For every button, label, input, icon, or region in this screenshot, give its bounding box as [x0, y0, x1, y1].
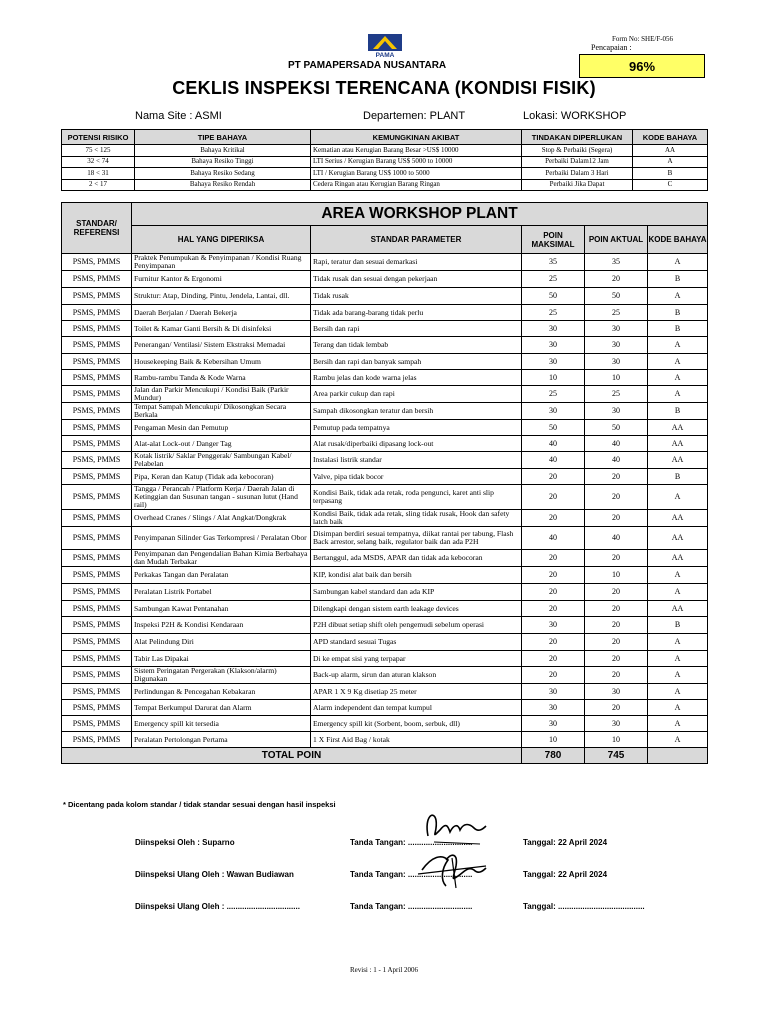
lokasi: Lokasi: WORKSHOP [523, 110, 627, 122]
inspection-poin-aktual: 30 [585, 403, 648, 420]
inspection-poin-aktual: 10 [585, 567, 648, 584]
inspection-item: Perlindungan & Pencegahan Kebakaran [132, 684, 311, 700]
signature-line-2: Tanda Tangan: ............................. [350, 870, 473, 879]
nama-site: Nama Site : ASMI [135, 110, 222, 122]
inspection-item: Alat-alat Lock-out / Danger Tag [132, 436, 311, 452]
inspection-kode-bahaya: A [648, 684, 708, 700]
inspection-poin-maksimal: 20 [522, 667, 585, 684]
inspection-item: Jalan dan Parkir Mencukupi / Kondisi Baik (Parkir Mundur) [132, 386, 311, 403]
inspection-kode-bahaya: A [648, 288, 708, 305]
inspection-item: Pengaman Mesin dan Pemutup [132, 420, 311, 436]
inspection-item: Housekeeping Baik & Kebersihan Umum [132, 354, 311, 370]
risk-akibat: LTI Serius / Kerugian Barang US$ 5000 to 10000 [311, 156, 522, 168]
inspection-kode-bahaya: B [648, 403, 708, 420]
inspection-poin-aktual: 40 [585, 452, 648, 469]
inspection-poin-maksimal: 20 [522, 469, 585, 485]
inspection-ref: PSMS, PMMS [62, 354, 132, 370]
inspection-item: Peralatan Pertolongan Pertama [132, 732, 311, 748]
inspection-kode-bahaya: A [648, 370, 708, 386]
inspection-item: Alat Pelindung Diri [132, 634, 311, 651]
inspection-row [62, 271, 708, 288]
inspection-parameter: 1 X First Aid Bag / kotak [311, 732, 522, 748]
risk-akibat: Cedera Ringan atau Kerugian Barang Ringan [311, 179, 522, 191]
inspection-poin-aktual: 20 [585, 510, 648, 527]
inspection-poin-maksimal: 20 [522, 634, 585, 651]
inspection-row [62, 527, 708, 550]
inspection-kode-bahaya: A [648, 254, 708, 271]
inspection-poin-maksimal: 50 [522, 288, 585, 305]
inspection-ref: PSMS, PMMS [62, 386, 132, 403]
inspection-ref: PSMS, PMMS [62, 667, 132, 684]
risk-tipe: Bahaya Kritikal [135, 145, 311, 157]
inspection-parameter: Di ke empat sisi yang terpapar [311, 651, 522, 667]
inspection-parameter: APD standard sesuai Tugas [311, 634, 522, 651]
inspection-kode-bahaya: A [648, 584, 708, 601]
inspection-item: Tabir Las Dipakai [132, 651, 311, 667]
inspection-poin-aktual: 20 [585, 584, 648, 601]
inspection-poin-maksimal: 40 [522, 452, 585, 469]
inspection-poin-maksimal: 40 [522, 436, 585, 452]
inspection-poin-maksimal: 30 [522, 321, 585, 337]
document-title: CEKLIS INSPEKSI TERENCANA (KONDISI FISIK) [172, 78, 596, 98]
inspection-poin-aktual: 20 [585, 634, 648, 651]
risk-row [62, 156, 708, 168]
inspection-item: Overhead Cranes / Slings / Alat Angkat/Dongkrak [132, 510, 311, 527]
inspection-kode-bahaya: B [648, 271, 708, 288]
risk-header-tipe: TIPE BAHAYA [135, 130, 311, 145]
inspection-table [61, 202, 708, 764]
area-title: AREA WORKSHOP PLANT [132, 203, 708, 226]
total-poin-maksimal: 780 [522, 748, 585, 764]
inspector-2: Diinspeksi Ulang Oleh : Wawan Budiawan [135, 870, 294, 879]
inspection-poin-maksimal: 30 [522, 354, 585, 370]
inspection-row [62, 288, 708, 305]
risk-tipe: Bahaya Resiko Rendah [135, 179, 311, 191]
inspection-item: Tempat Sampah Mencukupi/ Dikosongkan Secara Berkala [132, 403, 311, 420]
inspection-item: Inspeksi P2H & Kondisi Kendaraan [132, 617, 311, 634]
pama-logo [368, 34, 402, 58]
inspection-poin-maksimal: 20 [522, 550, 585, 567]
inspection-parameter: Bersih dan rapi dan banyak sampah [311, 354, 522, 370]
inspection-row [62, 469, 708, 485]
inspection-poin-maksimal: 25 [522, 386, 585, 403]
pencapaian-label: Pencapaian : [591, 43, 632, 52]
inspection-kode-bahaya: AA [648, 550, 708, 567]
inspection-poin-aktual: 20 [585, 271, 648, 288]
inspection-poin-aktual: 30 [585, 321, 648, 337]
inspection-parameter: Rambu jelas dan kode warna jelas [311, 370, 522, 386]
signature-suparno [420, 806, 490, 850]
total-label: TOTAL POIN [62, 748, 522, 764]
inspection-parameter: Terang dan tidak lembab [311, 337, 522, 354]
risk-akibat: Kematian atau Kerugian Barang Besar >US$ 10000 [311, 145, 522, 157]
inspection-kode-bahaya: AA [648, 510, 708, 527]
inspection-parameter: Emergency spill kit (Sorbent, boom, serbuk, dll) [311, 716, 522, 732]
inspection-parameter: Pemutup pada tempatnya [311, 420, 522, 436]
inspection-kode-bahaya: A [648, 700, 708, 716]
inspection-poin-aktual: 25 [585, 386, 648, 403]
inspection-item: Tangga / Perancah / Platform Kerja / Daerah Jalan di Ketinggian dan Susunan tangan - susunan lutut (Hand rail) [132, 485, 311, 510]
inspection-ref: PSMS, PMMS [62, 254, 132, 271]
inspection-ref: PSMS, PMMS [62, 567, 132, 584]
inspection-parameter: Area parkir cukup dan rapi [311, 386, 522, 403]
inspection-poin-maksimal: 20 [522, 651, 585, 667]
inspection-row [62, 684, 708, 700]
inspection-item: Penyimpanan Silinder Gas Terkompresi / Peralatan Obor [132, 527, 311, 550]
signature-wawan [412, 846, 492, 892]
risk-potensi: 32 < 74 [62, 156, 135, 168]
inspection-ref: PSMS, PMMS [62, 321, 132, 337]
inspector-3: Diinspeksi Ulang Oleh : ................................. [135, 902, 300, 911]
inspection-item: Penyimpanan dan Pengendalian Bahan Kimia Berbahaya dan Mudah Terbakar [132, 550, 311, 567]
risk-row [62, 145, 708, 157]
inspection-ref: PSMS, PMMS [62, 527, 132, 550]
form-number: Form No: SHE/F-056 [612, 35, 674, 43]
inspection-ref: PSMS, PMMS [62, 337, 132, 354]
inspection-item: Praktek Penumpukan & Penyimpanan / Kondisi Ruang Penyimpanan [132, 254, 311, 271]
inspection-row [62, 584, 708, 601]
inspection-parameter: Sampah dikosongkan teratur dan bersih [311, 403, 522, 420]
inspection-item: Furnitur Kantor & Ergonomi [132, 271, 311, 288]
date-3: Tanggal: ....................................... [523, 902, 645, 911]
inspector-1: Diinspeksi Oleh : Suparno [135, 838, 235, 847]
total-poin-aktual: 745 [585, 748, 648, 764]
risk-potensi: 18 < 31 [62, 168, 135, 180]
footnote: * Dicentang pada kolom standar / tidak standar sesuai dengan hasil inspeksi [63, 800, 336, 809]
inspection-row [62, 370, 708, 386]
inspection-item: Daerah Berjalan / Daerah Bekerja [132, 305, 311, 321]
inspection-kode-bahaya: AA [648, 436, 708, 452]
risk-kode: AA [633, 145, 708, 157]
inspection-kode-bahaya: A [648, 485, 708, 510]
inspection-poin-maksimal: 35 [522, 254, 585, 271]
inspection-poin-maksimal: 20 [522, 485, 585, 510]
inspection-parameter: Dilengkapi dengan sistem earth leakage devices [311, 601, 522, 617]
inspection-poin-aktual: 30 [585, 684, 648, 700]
departemen: Departemen: PLANT [363, 110, 466, 122]
inspection-poin-maksimal: 20 [522, 567, 585, 584]
inspection-item: Emergency spill kit tersedia [132, 716, 311, 732]
inspection-kode-bahaya: AA [648, 601, 708, 617]
inspection-poin-aktual: 40 [585, 527, 648, 550]
inspection-kode-bahaya: B [648, 469, 708, 485]
signature-line-1: Tanda Tangan: ............................. [350, 838, 473, 847]
inspection-poin-maksimal: 50 [522, 420, 585, 436]
inspection-ref: PSMS, PMMS [62, 485, 132, 510]
inspection-kode-bahaya: AA [648, 420, 708, 436]
inspection-parameter: Back-up alarm, sirun dan aturan klakson [311, 667, 522, 684]
risk-legend-table [61, 129, 708, 191]
inspection-parameter: P2H dibuat setiap shift oleh pengemudi sebelum operasi [311, 617, 522, 634]
inspection-kode-bahaya: A [648, 667, 708, 684]
inspection-kode-bahaya: AA [648, 452, 708, 469]
inspection-poin-maksimal: 30 [522, 700, 585, 716]
inspection-row [62, 716, 708, 732]
inspection-poin-aktual: 30 [585, 354, 648, 370]
date-2: Tanggal: 22 April 2024 [523, 870, 608, 879]
inspection-ref: PSMS, PMMS [62, 370, 132, 386]
inspection-poin-aktual: 20 [585, 617, 648, 634]
inspection-item: Peralatan Listrik Portabel [132, 584, 311, 601]
inspection-row [62, 732, 708, 748]
inspection-parameter: Kondisi Baik, tidak ada retak, roda pengunci, karet anti slip terpasang [311, 485, 522, 510]
inspection-parameter: Alarm independent dan tempat kumpul [311, 700, 522, 716]
inspection-row [62, 601, 708, 617]
risk-potensi: 2 < 17 [62, 179, 135, 191]
inspection-parameter: Rapi, teratur dan sesuai demarkasi [311, 254, 522, 271]
risk-header-kode: KODE BAHAYA [633, 130, 708, 145]
inspection-poin-maksimal: 30 [522, 337, 585, 354]
inspection-row [62, 386, 708, 403]
pencapaian-value: 96% [579, 54, 705, 78]
inspection-parameter: Sambungan kabel standard dan ada KIP [311, 584, 522, 601]
inspection-poin-maksimal: 25 [522, 271, 585, 288]
inspection-ref: PSMS, PMMS [62, 288, 132, 305]
inspection-kode-bahaya: A [648, 354, 708, 370]
col-poin-aktual: POIN AKTUAL [585, 226, 648, 254]
risk-kode: A [633, 156, 708, 168]
risk-header-tindakan: TINDAKAN DIPERLUKAN [522, 130, 633, 145]
inspection-poin-aktual: 40 [585, 436, 648, 452]
inspection-ref: PSMS, PMMS [62, 634, 132, 651]
inspection-kode-bahaya: A [648, 567, 708, 584]
inspection-kode-bahaya: A [648, 386, 708, 403]
inspection-poin-aktual: 20 [585, 601, 648, 617]
inspection-item: Pipa, Keran dan Katup (Tidak ada kebocoran) [132, 469, 311, 485]
inspection-ref: PSMS, PMMS [62, 601, 132, 617]
risk-row [62, 179, 708, 191]
inspection-parameter: Instalasi listrik standar [311, 452, 522, 469]
risk-tindakan: Perbaiki Jika Dapat [522, 179, 633, 191]
inspection-item: Toilet & Kamar Ganti Bersih & Di disinfeksi [132, 321, 311, 337]
inspection-kode-bahaya: B [648, 305, 708, 321]
risk-tindakan: Stop & Perbaiki (Segera) [522, 145, 633, 157]
risk-header-akibat: KEMUNGKINAN AKIBAT [311, 130, 522, 145]
inspection-kode-bahaya: A [648, 651, 708, 667]
inspection-item: Struktur: Atap, Dinding, Pintu, Jendela, Lantai, dll. [132, 288, 311, 305]
inspection-poin-aktual: 20 [585, 651, 648, 667]
date-1: Tanggal: 22 April 2024 [523, 838, 608, 847]
risk-tipe: Bahaya Resiko Sedang [135, 168, 311, 180]
inspection-row [62, 550, 708, 567]
inspection-poin-aktual: 50 [585, 288, 648, 305]
inspection-ref: PSMS, PMMS [62, 732, 132, 748]
inspection-poin-maksimal: 30 [522, 684, 585, 700]
inspection-row [62, 485, 708, 510]
inspection-parameter: Tidak rusak dan sesuai dengan pekerjaan [311, 271, 522, 288]
inspection-ref: PSMS, PMMS [62, 550, 132, 567]
inspection-item: Kotak listrik/ Saklar Penggerak/ Sambungan Kabel/ Pelabelan [132, 452, 311, 469]
inspection-ref: PSMS, PMMS [62, 584, 132, 601]
risk-tindakan: Perbaiki Dalam 3 Hari [522, 168, 633, 180]
risk-kode: C [633, 179, 708, 191]
inspection-poin-maksimal: 20 [522, 510, 585, 527]
col-hal-diperiksa: HAL YANG DIPERIKSA [132, 226, 311, 254]
inspection-parameter: Disimpan berdiri sesuai tempatnya, diikat rantai per tabung, Flash Back arrestor, selang baik, regulator baik dan ada P2H [311, 527, 522, 550]
inspection-poin-aktual: 30 [585, 337, 648, 354]
inspection-poin-maksimal: 40 [522, 527, 585, 550]
col-kode-bahaya: KODE BAHAYA [648, 226, 708, 254]
inspection-row [62, 510, 708, 527]
inspection-item: Perkakas Tangan dan Peralatan [132, 567, 311, 584]
inspection-parameter: Kondisi Baik, tidak ada retak, sling tidak rusak, Hook dan safety latch baik [311, 510, 522, 527]
inspection-parameter: Bertanggul, ada MSDS, APAR dan tidak ada kebocoran [311, 550, 522, 567]
inspection-ref: PSMS, PMMS [62, 436, 132, 452]
inspection-ref: PSMS, PMMS [62, 617, 132, 634]
inspection-poin-maksimal: 25 [522, 305, 585, 321]
col-poin-maksimal: POIN MAKSIMAL [522, 226, 585, 254]
inspection-kode-bahaya: A [648, 716, 708, 732]
inspection-poin-aktual: 35 [585, 254, 648, 271]
inspection-poin-aktual: 25 [585, 305, 648, 321]
inspection-item: Rambu-rambu Tanda & Kode Warna [132, 370, 311, 386]
inspection-ref: PSMS, PMMS [62, 700, 132, 716]
inspection-poin-aktual: 10 [585, 732, 648, 748]
inspection-ref: PSMS, PMMS [62, 510, 132, 527]
inspection-poin-maksimal: 30 [522, 716, 585, 732]
inspection-kode-bahaya: B [648, 321, 708, 337]
inspection-poin-maksimal: 20 [522, 601, 585, 617]
inspection-row [62, 436, 708, 452]
inspection-ref: PSMS, PMMS [62, 305, 132, 321]
inspection-item: Sistem Peringatan Pergerakan (Klakson/alarm) Digunakan [132, 667, 311, 684]
inspection-ref: PSMS, PMMS [62, 271, 132, 288]
total-kode-empty [648, 748, 708, 764]
revision-note: Revisi : 1 - 1 April 2006 [349, 966, 419, 974]
inspection-parameter: KIP, kondisi alat baik dan bersih [311, 567, 522, 584]
inspection-row [62, 254, 708, 271]
col-standar-referensi: STANDAR/ REFERENSI [62, 203, 132, 254]
risk-akibat: LTI / Kerugian Barang US$ 1000 to 5000 [311, 168, 522, 180]
inspection-kode-bahaya: A [648, 337, 708, 354]
risk-tipe: Bahaya Resiko Tinggi [135, 156, 311, 168]
inspection-parameter: Bersih dan rapi [311, 321, 522, 337]
inspection-row [62, 337, 708, 354]
inspection-row [62, 617, 708, 634]
inspection-poin-maksimal: 10 [522, 732, 585, 748]
inspection-poin-aktual: 20 [585, 550, 648, 567]
inspection-poin-aktual: 20 [585, 667, 648, 684]
inspection-row [62, 700, 708, 716]
inspection-row [62, 403, 708, 420]
inspection-ref: PSMS, PMMS [62, 403, 132, 420]
inspection-poin-aktual: 50 [585, 420, 648, 436]
inspection-row [62, 305, 708, 321]
inspection-row [62, 420, 708, 436]
inspection-poin-maksimal: 30 [522, 617, 585, 634]
risk-header-potensi: POTENSI RISIKO [62, 130, 135, 145]
risk-kode: B [633, 168, 708, 180]
inspection-poin-aktual: 20 [585, 469, 648, 485]
inspection-row [62, 354, 708, 370]
inspection-ref: PSMS, PMMS [62, 452, 132, 469]
inspection-row [62, 321, 708, 337]
inspection-poin-maksimal: 10 [522, 370, 585, 386]
col-standar-parameter: STANDAR PARAMETER [311, 226, 522, 254]
inspection-ref: PSMS, PMMS [62, 469, 132, 485]
inspection-item: Tempat Berkumpul Darurat dan Alarm [132, 700, 311, 716]
inspection-poin-aktual: 30 [585, 716, 648, 732]
inspection-parameter: Valve, pipa tidak bocor [311, 469, 522, 485]
inspection-poin-aktual: 20 [585, 485, 648, 510]
inspection-poin-aktual: 10 [585, 370, 648, 386]
inspection-ref: PSMS, PMMS [62, 716, 132, 732]
inspection-row [62, 667, 708, 684]
inspection-parameter: Tidak rusak [311, 288, 522, 305]
inspection-kode-bahaya: A [648, 732, 708, 748]
inspection-ref: PSMS, PMMS [62, 651, 132, 667]
inspection-item: Penerangan/ Ventilasi/ Sistem Ekstraksi Memadai [132, 337, 311, 354]
inspection-row [62, 651, 708, 667]
inspection-item: Sambungan Kawat Pentanahan [132, 601, 311, 617]
company-name: PT PAMAPERSADA NUSANTARA [288, 60, 447, 71]
risk-tindakan: Perbaiki Dalam12 Jam [522, 156, 633, 168]
inspection-ref: PSMS, PMMS [62, 420, 132, 436]
inspection-row [62, 567, 708, 584]
inspection-kode-bahaya: AA [648, 527, 708, 550]
inspection-row [62, 452, 708, 469]
inspection-poin-aktual: 20 [585, 700, 648, 716]
inspection-kode-bahaya: A [648, 634, 708, 651]
inspection-poin-maksimal: 30 [522, 403, 585, 420]
logo-text: PAMA [375, 52, 395, 58]
inspection-poin-maksimal: 20 [522, 584, 585, 601]
inspection-kode-bahaya: B [648, 617, 708, 634]
inspection-row [62, 634, 708, 651]
inspection-parameter: APAR 1 X 9 Kg disetiap 25 meter [311, 684, 522, 700]
inspection-parameter: Alat rusak/diperbaiki dipasang lock-out [311, 436, 522, 452]
inspection-parameter: Tidak ada barang-barang tidak perlu [311, 305, 522, 321]
inspection-ref: PSMS, PMMS [62, 684, 132, 700]
signature-line-3: Tanda Tangan: ............................. [350, 902, 473, 911]
risk-potensi: 75 < 125 [62, 145, 135, 157]
risk-row [62, 168, 708, 180]
